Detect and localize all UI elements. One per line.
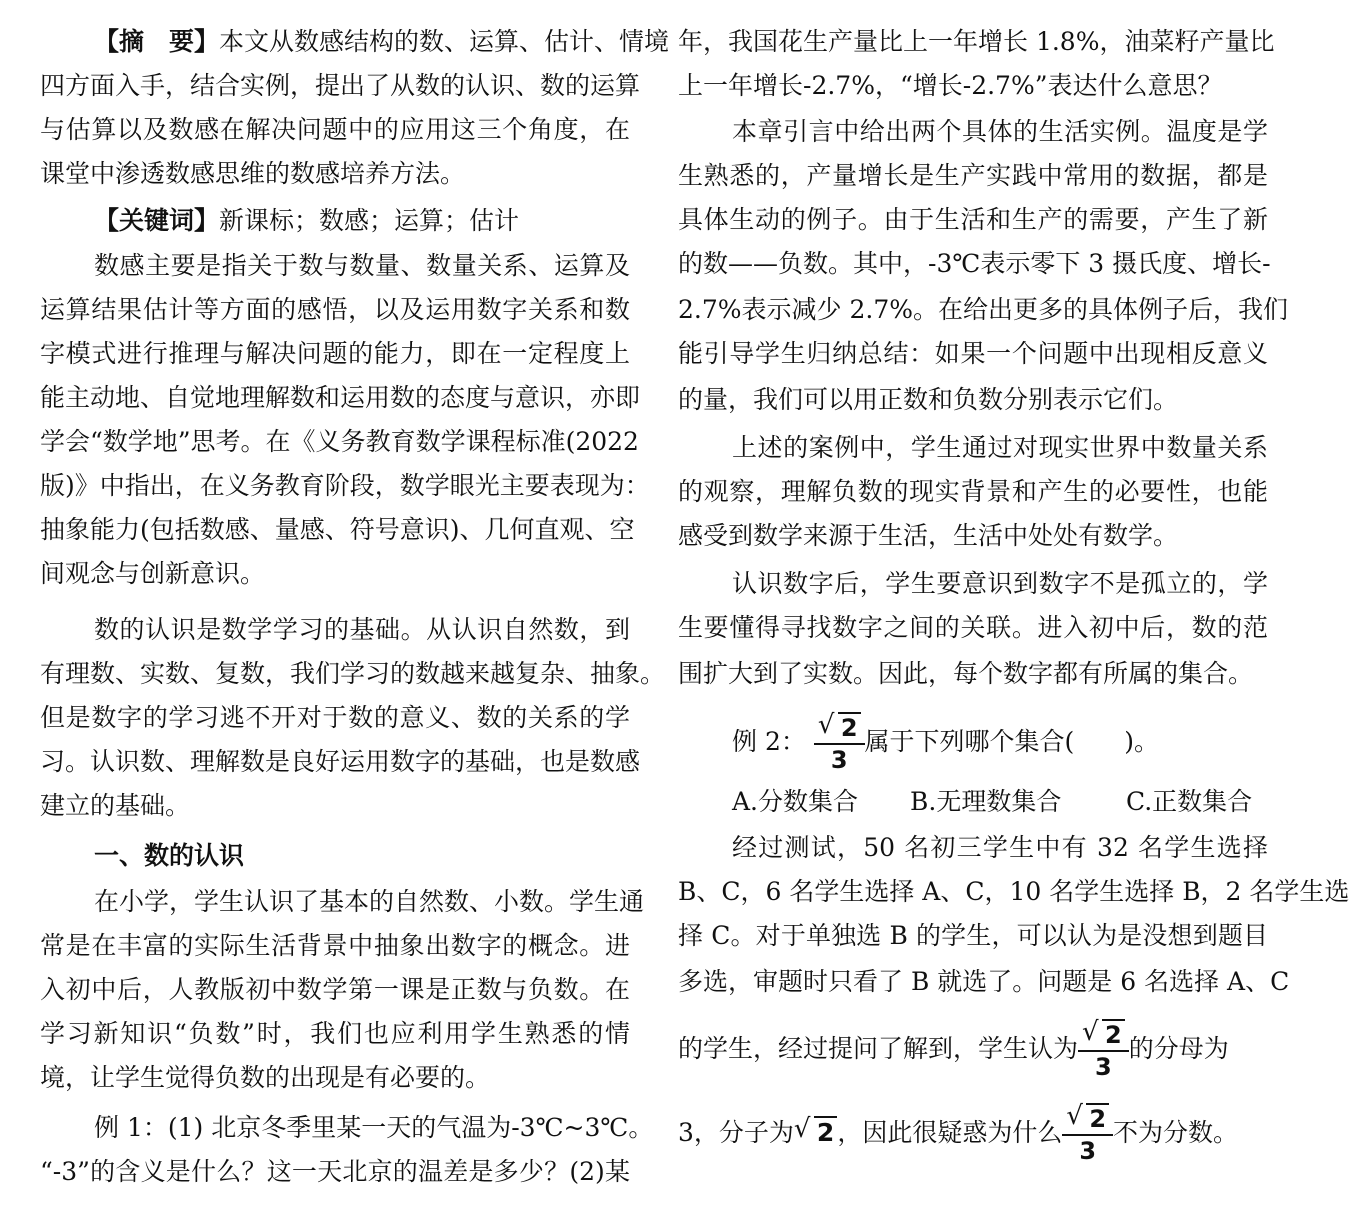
paragraph-line: 认识数字后，学生要意识到数字不是孤立的，学 — [732, 569, 1268, 598]
paragraph-line: 入初中后，人教版初中数学第一课是正数与负数。在 — [40, 975, 630, 1004]
paragraph-line: 的数——负数。其中，-3℃表示零下 3 摄氏度、增长- — [678, 249, 1271, 278]
sqrt-symbol: √ 2 — [1066, 1107, 1109, 1131]
paragraph-line: 抽象能力(包括数感、量感、符号意识)、几何直观、空 — [40, 515, 635, 544]
sqrt-symbol: √ 2 — [818, 716, 861, 740]
paragraph-line: 学会“数学地”思考。在《义务教育数学课程标准(2022 — [40, 427, 639, 456]
example-2-options — [678, 782, 1268, 822]
paragraph-line: 的量，我们可以用正数和负数分别表示它们。 — [678, 385, 1179, 414]
fraction-line-1: 的学生，经过提问了解到，学生认为 √ 2 3 的分母为 — [678, 1016, 1229, 1081]
fraction-sqrt2-over-3: √ 2 3 — [1078, 1023, 1129, 1079]
paragraph-line: 的观察，理解负数的现实背景和产生的必要性，也能 — [678, 477, 1268, 506]
paragraph-line: 生要懂得寻找数字之间的关联。进入初中后，数的范 — [678, 613, 1268, 642]
paragraph-line: 能主动地、自觉地理解数和运用数的态度与意识，亦即 — [40, 383, 641, 412]
keywords-line — [40, 201, 630, 241]
abstract-line-4: 课堂中渗透数感思维的数感培养方法。 — [40, 159, 466, 188]
paragraph-line: 本章引言中给出两个具体的生活实例。温度是学 — [732, 117, 1268, 146]
paragraph-line: 字模式进行推理与解决问题的能力，即在一定程度上 — [40, 339, 630, 368]
option-c: C.正数集合 — [1126, 787, 1253, 816]
example-1-line-1: 例 1：(1) 北京冬季里某一天的气温为-3℃~3℃。 — [94, 1113, 654, 1142]
paragraph-line: 常是在丰富的实际生活背景中抽象出数字的概念。进 — [40, 931, 630, 960]
paragraph-line: 间观念与创新意识。 — [40, 559, 266, 588]
paragraph-line: 境，让学生觉得负数的出现是有必要的。 — [40, 1063, 491, 1092]
paragraph-line: 感受到数学来源于生活，生活中处处有数学。 — [678, 521, 1179, 550]
fraction-sqrt2-over-3: √ 2 3 — [814, 716, 865, 772]
paragraph-line: 年，我国花生产量比上一年增长 1.8%，油菜籽产量比 — [678, 27, 1275, 56]
paragraph-line: 多选，审题时只看了 B 就选了。问题是 6 名选择 A、C — [678, 967, 1290, 996]
paragraph-line: 择 C。对于单独选 B 的学生，可以认为是没想到题目 — [678, 921, 1268, 950]
example-2-label: 例 2： — [732, 727, 806, 756]
paragraph-line: 生熟悉的，产量增长是生产实践中常用的数据，都是 — [678, 161, 1268, 190]
paragraph-line: 数感主要是指关于数与数量、数量关系、运算及 — [94, 251, 630, 280]
example-2-question-text: 属于下列哪个集合( )。 — [864, 727, 1160, 756]
paragraph-line: 经过测试，50 名初三学生中有 32 名学生选择 — [732, 833, 1268, 862]
paragraph-line: 2.7%表示减少 2.7%。在给出更多的具体例子后，我们 — [678, 295, 1288, 324]
abstract-line-1: 【摘 要】本文从数感结构的数、运算、估计、情境 — [94, 27, 670, 56]
paragraph-line: 上述的案例中，学生通过对现实世界中数量关系 — [732, 433, 1268, 462]
option-b: B.无理数集合 — [910, 787, 1062, 816]
paragraph-line: 建立的基础。 — [40, 791, 191, 820]
paragraph-line: 在小学，学生认识了基本的自然数、小数。学生通 — [94, 887, 645, 916]
section-heading: 一、数的认识 — [94, 841, 245, 870]
keywords-label: 【关键词】 — [94, 206, 220, 235]
paragraph-line: 版)》中指出，在义务教育阶段，数学眼光主要表现为： — [40, 471, 650, 500]
paragraph-line: 学习新知识“负数”时，我们也应利用学生熟悉的情 — [40, 1019, 630, 1048]
paragraph-line: 但是数字的学习逃不开对于数的意义、数的关系的学 — [40, 703, 630, 732]
fraction-line-2: 3，分子为 √ 2 ，因此很疑惑为什么 √ 2 3 不为分数。 — [678, 1100, 1239, 1165]
example-2-question — [678, 710, 1268, 774]
option-a: A.分数集合 — [732, 787, 859, 816]
paragraph-line: 上一年增长-2.7%，“增长-2.7%”表达什么意思？ — [678, 71, 1223, 100]
paragraph-line: 习。认识数、理解数是良好运用数字的基础，也是数感 — [40, 747, 641, 776]
paragraph-line: 具体生动的例子。由于生活和生产的需要，产生了新 — [678, 205, 1268, 234]
abstract-label: 【摘 要】 — [94, 27, 220, 56]
abstract-line-3: 与估算以及数感在解决问题中的应用这三个角度，在 — [40, 115, 630, 144]
keywords-text: 新课标；数感；运算；估计 — [219, 206, 520, 235]
paragraph-line: 能引导学生归纳总结：如果一个问题中出现相反意义 — [678, 339, 1268, 368]
sqrt-2: √ 2 — [794, 1100, 837, 1166]
example-1-line-2: “-3”的含义是什么？这一天北京的温差是多少？(2)某 — [40, 1157, 630, 1186]
fraction-sqrt2-over-3: √ 2 3 — [1062, 1107, 1113, 1163]
sqrt-symbol: √ 2 — [1082, 1023, 1125, 1047]
paragraph-line: 围扩大到了实数。因此，每个数字都有所属的集合。 — [678, 659, 1254, 688]
paragraph-line: 运算结果估计等方面的感悟，以及运用数字关系和数 — [40, 295, 630, 324]
paragraph-line: 数的认识是数学学习的基础。从认识自然数，到 — [94, 615, 630, 644]
paragraph-line: 有理数、实数、复数，我们学习的数越来越复杂、抽象。 — [40, 659, 666, 688]
abstract-line-2: 四方面入手，结合实例，提出了从数的认识、数的运算 — [40, 71, 641, 100]
paragraph-line: B、C，6 名学生选择 A、C，10 名学生选择 B，2 名学生选 — [678, 877, 1349, 906]
